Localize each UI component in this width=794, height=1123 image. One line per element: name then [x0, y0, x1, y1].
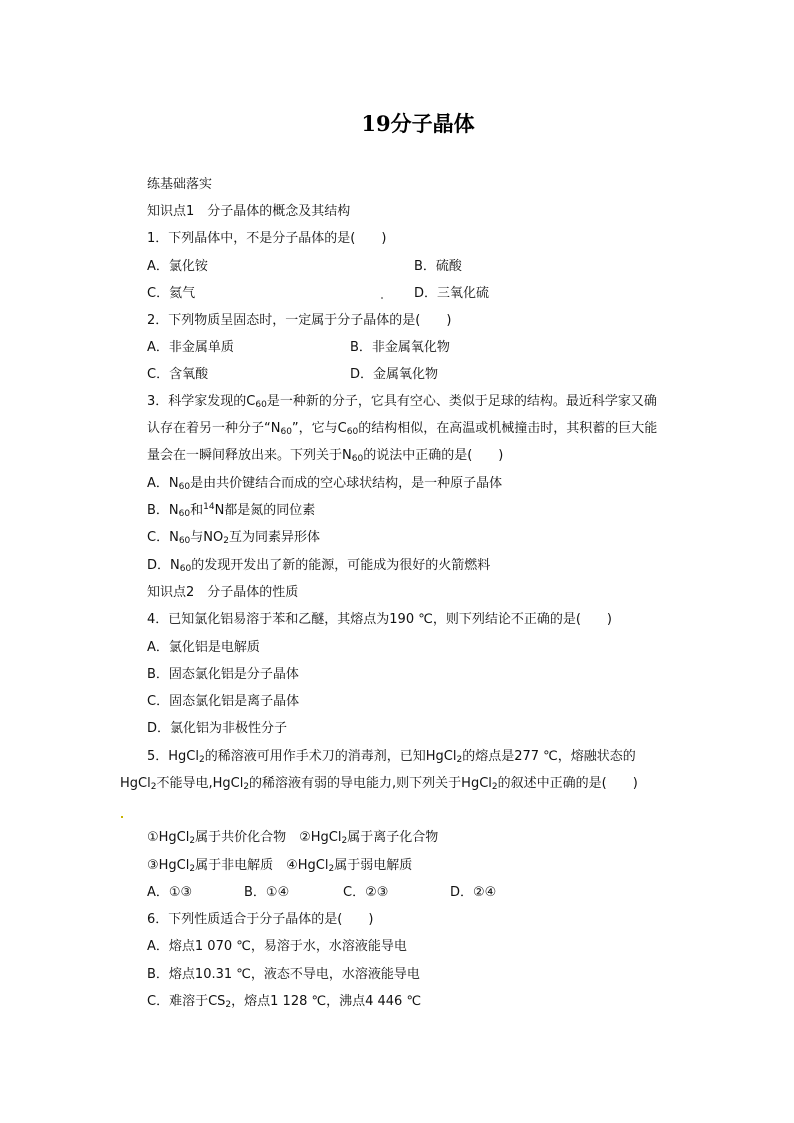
q1-option-d: D．三氧化硫	[414, 286, 490, 301]
q1-option-b: B．硫酸	[414, 259, 462, 274]
q6-option-c: C．难溶于$CS_2$，熔点1 128 ℃，沸点4 446 ℃	[147, 994, 422, 1010]
q2-option-a: A．非金属单质	[147, 340, 234, 355]
q4-stem: 4．已知氯化铝易溶于苯和乙醚，其熔点为190 ℃，则下列结论不正确的是( )	[147, 612, 612, 627]
q4-option-d: D．氯化铝为非极性分子	[147, 721, 288, 736]
q6-option-b: B．熔点10.31 ℃，液态不导电，水溶液能导电	[147, 967, 420, 982]
q5-stem-line2: HgCl$_2$不能导电,HgCl$_2$的稀溶液有弱的导电能力,则下列关于HgCl$_2$的叙述中正确的是( )	[120, 776, 638, 792]
stray-mark	[121, 816, 123, 818]
q5-option-b: B．①④	[244, 885, 290, 900]
q2-option-c: C．含氧酸	[147, 367, 209, 382]
knowledge-point-2: 知识点2 分子晶体的性质	[147, 585, 299, 600]
q3-option-b: B．$N_{60}$和$^{14}$N都是氮的同位素	[147, 502, 316, 519]
q4-option-c: C．固态氯化铝是离子晶体	[147, 694, 300, 709]
q5-option-c: C．②③	[343, 885, 389, 900]
q4-option-b: B．固态氯化铝是分子晶体	[147, 667, 299, 682]
q3-stem: 3．科学家发现的$C_{60}$是一种新的分子，它具有空心、类似于足球的结构。最近科学家又确认存在着另一种分子“$N_{60}$”，它与$C_{60}$的结构相似，在高温或机械撞击时，其积蓄的巨大能量会在一瞬间释放出来。下列关于$N_{60}$的说法中正确的是( )	[147, 394, 658, 464]
page-title: 19分子晶体	[361, 111, 475, 136]
stray-mark	[381, 297, 383, 299]
q3-option-d: D．$N_{60}$的发现开发出了新的能源，可能成为很好的火箭燃料	[147, 558, 491, 574]
q3-option-a: A．$N_{60}$是由共价键结合而成的空心球状结构，是一种原子晶体	[147, 476, 503, 492]
q6-stem: 6．下列性质适合于分子晶体的是( )	[147, 912, 374, 927]
q1-stem: 1．下列晶体中，不是分子晶体的是( )	[147, 231, 387, 246]
q6-option-a: A．熔点1 070 ℃，易溶于水，水溶液能导电	[147, 939, 407, 954]
section-heading: 练基础落实	[147, 177, 213, 192]
q5-statement-2: ③HgCl$_2$属于非电解质 ④HgCl$_2$属于弱电解质	[147, 858, 413, 874]
q1-option-c: C．氦气	[147, 286, 196, 301]
q2-option-d: D．金属氧化物	[350, 367, 439, 382]
q2-stem: 2．下列物质呈固态时，一定属于分子晶体的是( )	[147, 313, 452, 328]
knowledge-point-1: 知识点1 分子晶体的概念及其结构	[147, 204, 351, 219]
q1-option-a: A．氯化铵	[147, 259, 208, 274]
q5-stem-line1: 5．HgCl$_2$的稀溶液可用作手术刀的消毒剂，已知HgCl$_2$的熔点是277 ℃，熔融状态的	[147, 749, 636, 765]
q4-option-a: A．氯化铝是电解质	[147, 640, 260, 655]
q2-option-b: B．非金属氧化物	[350, 340, 450, 355]
q5-option-d: D．②④	[450, 885, 497, 900]
q5-statement-1: ①HgCl$_2$属于共价化合物 ②HgCl$_2$属于离子化合物	[147, 830, 439, 846]
q5-option-a: A．①③	[147, 885, 193, 900]
q3-option-c: C．$N_{60}$与$NO_2$互为同素异形体	[147, 530, 320, 546]
